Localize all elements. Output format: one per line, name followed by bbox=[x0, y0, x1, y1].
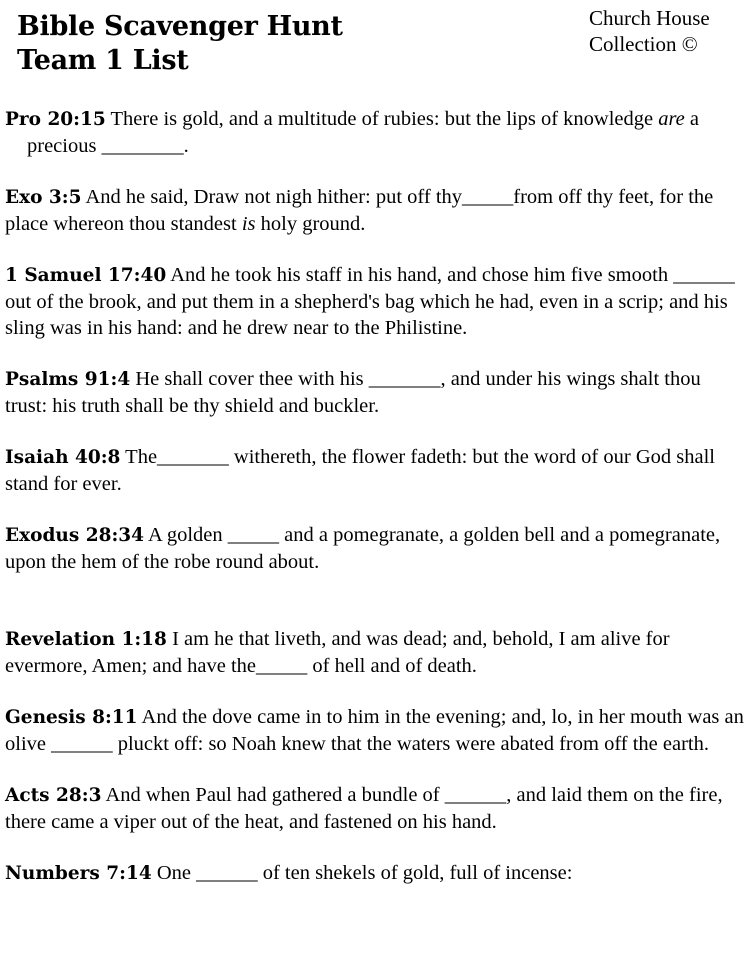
verse-text: holy ground. bbox=[255, 213, 366, 235]
verse-reference: Acts 28:3 bbox=[5, 785, 102, 806]
verse-list bbox=[5, 106, 747, 887]
verse-text: And the dove came in to him in the evening; and, lo, in her mouth was an olive ______ pluckt off: so Noah knew that the waters were abated from off the earth. bbox=[5, 706, 744, 755]
verse-text: A golden _____ and a pomegranate, a golden bell and a pomegranate, upon the hem of the robe round about. bbox=[5, 524, 721, 573]
verse-text: And he took his staff in his hand, and chose him five smooth ______ out of the brook, and put them in a shepherd's bag which he had, even in a scrip; and his sling was in his hand: and he drew near to the Philistine. bbox=[5, 264, 735, 339]
verse-text: One ______ of ten shekels of gold, full of incense: bbox=[151, 862, 573, 884]
collection-line-1: Church House bbox=[589, 6, 710, 30]
verse-reference: Pro 20:15 bbox=[5, 109, 106, 130]
verse-item bbox=[5, 782, 747, 835]
verse-text-italic: is bbox=[241, 213, 256, 235]
title-line-2: Team 1 List bbox=[17, 45, 189, 76]
verse-text: And when Paul had gathered a bundle of ______, and laid them on the fire, there came a viper out of the heat, and fastened on his hand. bbox=[5, 784, 723, 833]
verse-text: There is gold, and a multitude of rubies: but the lips of knowledge bbox=[105, 108, 659, 130]
verse-item bbox=[5, 184, 747, 237]
collection-credit bbox=[589, 5, 749, 57]
verse-reference: Revelation 1:18 bbox=[5, 629, 167, 650]
verse-text: And he said, Draw not nigh hither: put off thy_____from off thy feet, for the place whereon thou standest bbox=[5, 186, 714, 235]
verse-text: He shall cover thee with his _______, and under his wings shalt thou trust: his truth shall be thy shield and buckler. bbox=[5, 368, 701, 417]
verse-item bbox=[5, 444, 747, 497]
verse-item bbox=[5, 366, 747, 419]
verse-reference: 1 Samuel 17:40 bbox=[5, 265, 167, 286]
verse-text: a precious ________. bbox=[27, 108, 700, 157]
verse-reference: Exodus 28:34 bbox=[5, 525, 145, 546]
verse-item bbox=[5, 106, 747, 159]
verse-reference: Exo 3:5 bbox=[5, 187, 82, 208]
verse-text: I am he that liveth, and was dead; and, behold, I am alive for evermore, Amen; and have the_____ of hell and of death. bbox=[5, 628, 670, 677]
verse-text-italic: are bbox=[658, 108, 685, 130]
page-title bbox=[17, 10, 343, 78]
verse-item bbox=[5, 860, 747, 887]
verse-reference: Isaiah 40:8 bbox=[5, 447, 121, 468]
verse-item bbox=[5, 262, 747, 341]
verse-item bbox=[5, 626, 747, 679]
verse-item bbox=[5, 522, 747, 575]
verse-item bbox=[5, 704, 747, 757]
verse-text: The_______ withereth, the flower fadeth: but the word of our God shall stand for ever. bbox=[5, 446, 715, 495]
collection-line-2: Collection © bbox=[589, 32, 698, 56]
verse-reference: Numbers 7:14 bbox=[5, 863, 152, 884]
title-line-1: Bible Scavenger Hunt bbox=[17, 11, 343, 42]
verse-reference: Genesis 8:11 bbox=[5, 707, 138, 728]
verse-reference: Psalms 91:4 bbox=[5, 369, 131, 390]
